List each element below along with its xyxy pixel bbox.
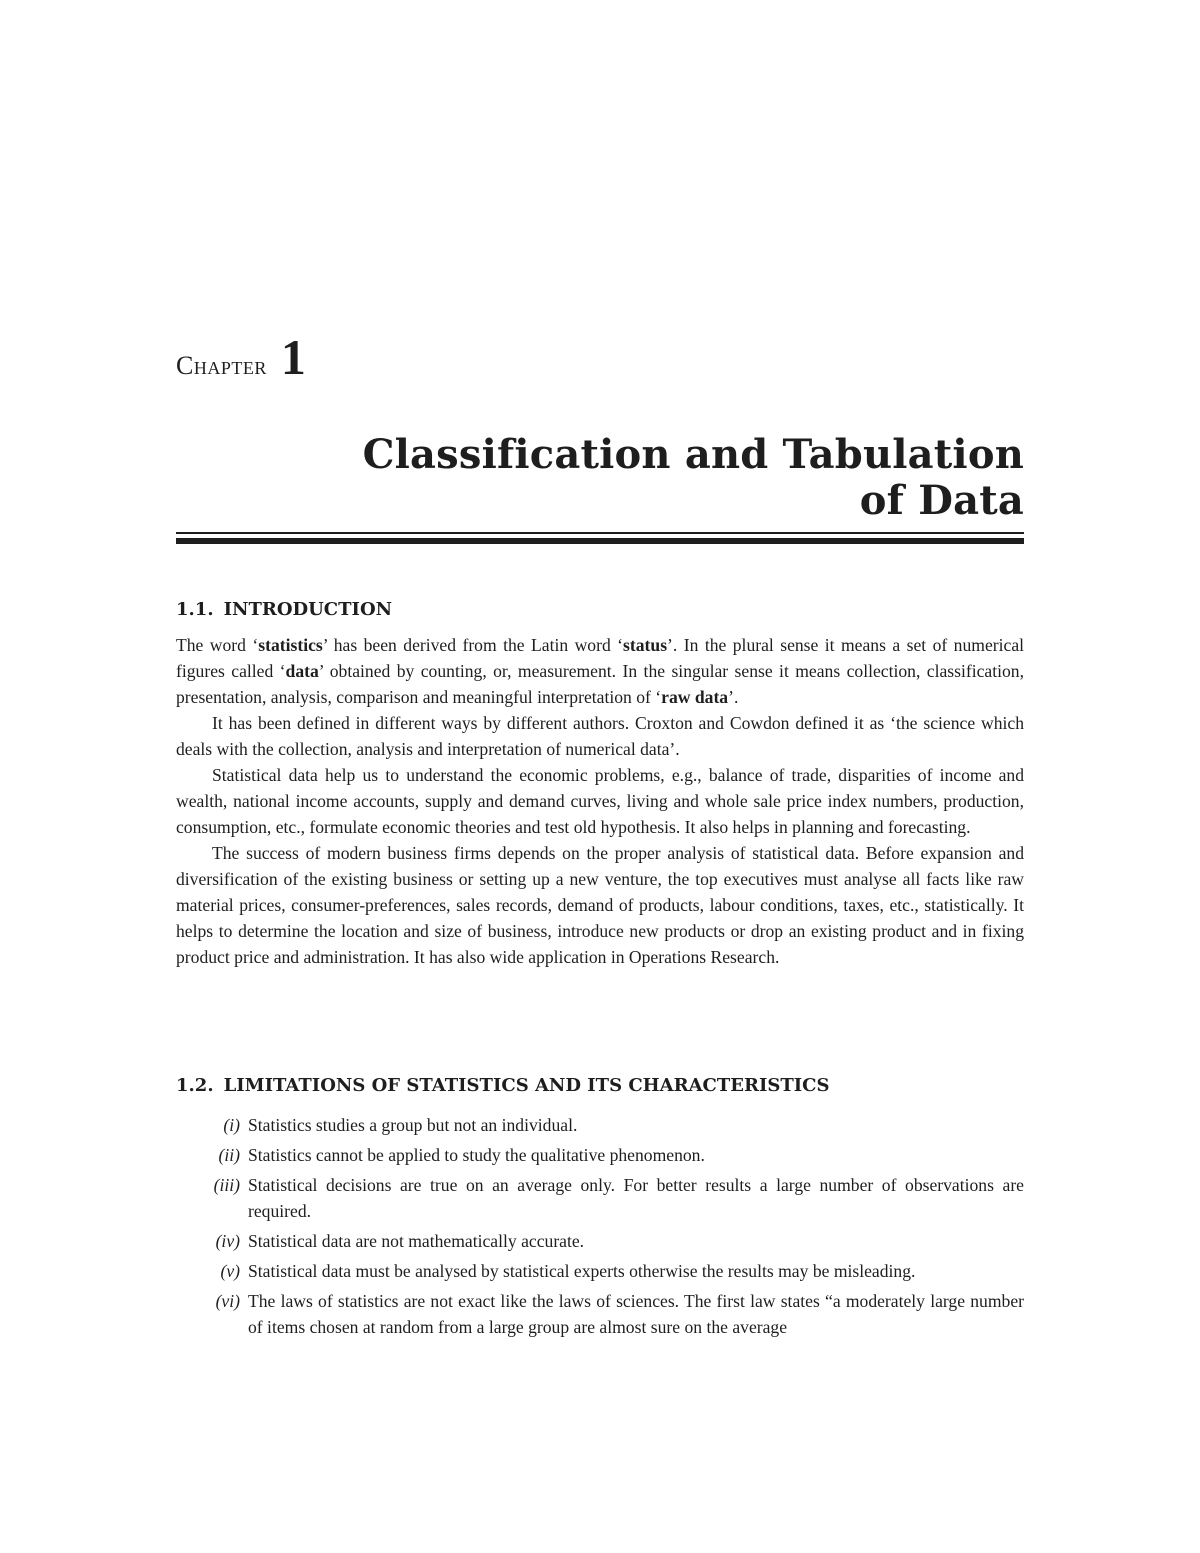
intro-paragraph-1 bbox=[176, 632, 1024, 710]
list-item-text: Statistics cannot be applied to study the qualitative phenomenon. bbox=[248, 1145, 705, 1165]
list-item bbox=[176, 1142, 1024, 1168]
term-data: data bbox=[285, 661, 319, 681]
text-run: ’. In the plural sense it means a set of numerical figures called ‘ bbox=[176, 635, 1025, 681]
list-item bbox=[176, 1258, 1024, 1284]
section-limitations bbox=[176, 1074, 1024, 1344]
list-item bbox=[176, 1228, 1024, 1254]
list-item bbox=[176, 1172, 1024, 1224]
section-heading bbox=[176, 1074, 1024, 1098]
chapter-label bbox=[176, 329, 306, 385]
list-item-text: Statistics studies a group but not an individual. bbox=[248, 1115, 578, 1135]
text-run: The word ‘ bbox=[176, 635, 259, 655]
section-number: 1.2. bbox=[176, 1075, 214, 1096]
section-title: INTRODUCTION bbox=[223, 599, 393, 620]
term-statistics: statistics bbox=[258, 635, 323, 655]
section-introduction bbox=[176, 598, 1024, 970]
section-title: LIMITATIONS OF STATISTICS AND ITS CHARACTERISTICS bbox=[223, 1075, 830, 1096]
chapter-title bbox=[363, 432, 1024, 524]
chapter-number: 1 bbox=[280, 329, 306, 385]
chapter-title-line-2: of Data bbox=[859, 477, 1024, 524]
list-item-text: The laws of statistics are not exact like the laws of sciences. The first law states “a moderately large number of items chosen at random from a large group are almost sure on the average bbox=[248, 1291, 1024, 1337]
list-item bbox=[176, 1112, 1024, 1138]
section-heading bbox=[176, 598, 1024, 622]
chapter-title-line-1: Classification and Tabulation bbox=[362, 431, 1024, 478]
list-marker: (ii) bbox=[218, 1145, 240, 1165]
title-rule-thick bbox=[176, 538, 1024, 544]
list-marker: (i) bbox=[223, 1115, 240, 1135]
term-raw-data: raw data bbox=[661, 687, 729, 707]
text-run: ’ obtained by counting, or, measurement. In the singular sense it means collection, classification, presentation, analysis, comparison and meaningful interpretation of ‘ bbox=[176, 661, 1025, 707]
list-marker: (v) bbox=[220, 1261, 240, 1281]
list-item-text: Statistical data must be analysed by statistical experts otherwise the results may be misleading. bbox=[248, 1261, 916, 1281]
list-marker: (iii) bbox=[213, 1175, 240, 1195]
text-run: ’ has been derived from the Latin word ‘ bbox=[322, 635, 624, 655]
chapter-word: Chapter bbox=[176, 351, 267, 380]
list-item bbox=[176, 1288, 1024, 1340]
list-item-text: Statistical data are not mathematically accurate. bbox=[248, 1231, 585, 1251]
intro-paragraph-2: It has been defined in different ways by different authors. Croxton and Cowdon defined it as ‘the science which deals with the collection, analysis and interpretation of numerical data’. bbox=[176, 713, 1024, 759]
intro-paragraph-3: Statistical data help us to understand the economic problems, e.g., balance of trade, disparities of income and wealth, national income accounts, supply and demand curves, living and whole sale price index numbers, production, consumption, etc., formulate economic theories and test old hypothesis. It also helps in planning and forecasting. bbox=[176, 765, 1024, 837]
list-item-text: Statistical decisions are true on an average only. For better results a large number of observations are required. bbox=[248, 1175, 1024, 1221]
term-status: status bbox=[623, 635, 668, 655]
list-marker: (vi) bbox=[215, 1291, 240, 1311]
list-marker: (iv) bbox=[215, 1231, 240, 1251]
limitations-list bbox=[176, 1112, 1024, 1340]
section-number: 1.1. bbox=[176, 599, 214, 620]
intro-paragraph-4: The success of modern business firms depends on the proper analysis of statistical data. Before expansion and diversification of the existing business or setting up a new venture, the top executives must analyse all facts like raw material prices, consumer-preferences, sales records, demand of products, labour conditions, taxes, etc., statistically. It helps to determine the location and size of business, introduce new products or drop an existing product and in fixing product price and administration. It has also wide application in Operations Research. bbox=[176, 843, 1024, 967]
text-run: ’. bbox=[728, 687, 739, 707]
title-rule-thin bbox=[176, 532, 1024, 534]
